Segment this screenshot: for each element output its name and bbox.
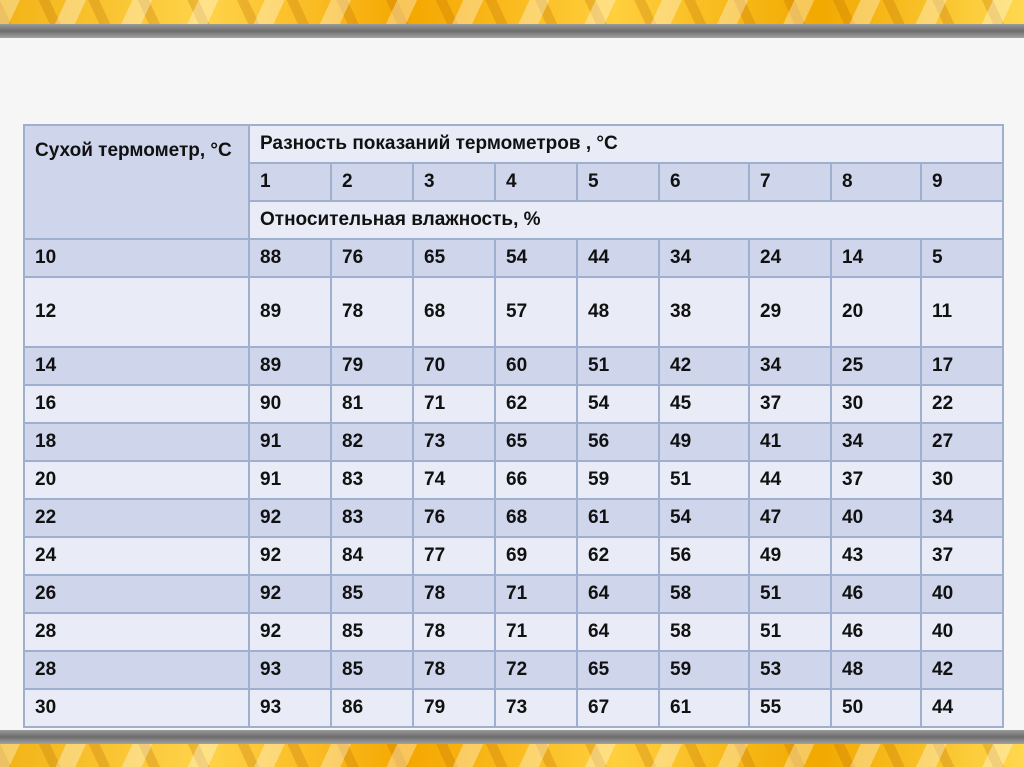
- humidity-value-cell: 81: [331, 385, 413, 423]
- humidity-value-cell: 67: [577, 689, 659, 727]
- humidity-value-cell: 86: [331, 689, 413, 727]
- humidity-value-cell: 64: [577, 613, 659, 651]
- humidity-value-cell: 17: [921, 347, 1003, 385]
- humidity-value-cell: 49: [659, 423, 749, 461]
- humidity-value-cell: 84: [331, 537, 413, 575]
- humidity-value-cell: 93: [249, 689, 331, 727]
- humidity-value-cell: 38: [659, 277, 749, 347]
- humidity-value-cell: 79: [331, 347, 413, 385]
- humidity-value-cell: 66: [495, 461, 577, 499]
- humidity-value-cell: 48: [577, 277, 659, 347]
- dry-temperature-cell: 20: [24, 461, 249, 499]
- humidity-value-cell: 70: [413, 347, 495, 385]
- humidity-value-cell: 73: [413, 423, 495, 461]
- humidity-value-cell: 34: [921, 499, 1003, 537]
- slide-area: [0, 38, 1024, 730]
- dry-temperature-cell: 10: [24, 239, 249, 277]
- decorative-bottom-band: [0, 744, 1024, 767]
- humidity-value-cell: 5: [921, 239, 1003, 277]
- humidity-value-cell: 44: [921, 689, 1003, 727]
- humidity-value-cell: 37: [921, 537, 1003, 575]
- humidity-value-cell: 78: [413, 575, 495, 613]
- dry-temperature-cell: 28: [24, 651, 249, 689]
- humidity-value-cell: 56: [577, 423, 659, 461]
- humidity-value-cell: 51: [659, 461, 749, 499]
- humidity-value-cell: 42: [921, 651, 1003, 689]
- humidity-value-cell: 44: [749, 461, 831, 499]
- humidity-value-cell: 57: [495, 277, 577, 347]
- humidity-value-cell: 41: [749, 423, 831, 461]
- difference-value-cell: 7: [749, 163, 831, 201]
- humidity-value-cell: 71: [495, 613, 577, 651]
- humidity-value-cell: 55: [749, 689, 831, 727]
- humidity-value-cell: 14: [831, 239, 921, 277]
- humidity-value-cell: 61: [577, 499, 659, 537]
- dry-temperature-cell: 26: [24, 575, 249, 613]
- difference-value-cell: 1: [249, 163, 331, 201]
- humidity-value-cell: 65: [413, 239, 495, 277]
- dry-temperature-cell: 22: [24, 499, 249, 537]
- table-row: [24, 499, 1003, 537]
- table-row: [24, 347, 1003, 385]
- humidity-table: [23, 124, 1004, 728]
- humidity-value-cell: 79: [413, 689, 495, 727]
- dry-temperature-cell: 12: [24, 277, 249, 347]
- humidity-value-cell: 78: [413, 651, 495, 689]
- humidity-value-cell: 71: [413, 385, 495, 423]
- humidity-value-cell: 24: [749, 239, 831, 277]
- dry-temperature-cell: 14: [24, 347, 249, 385]
- humidity-value-cell: 50: [831, 689, 921, 727]
- humidity-value-cell: 62: [495, 385, 577, 423]
- table-row: [24, 575, 1003, 613]
- humidity-value-cell: 11: [921, 277, 1003, 347]
- humidity-value-cell: 30: [921, 461, 1003, 499]
- difference-header: Разность показаний термометров , °С: [249, 125, 1003, 163]
- humidity-value-cell: 51: [749, 613, 831, 651]
- humidity-value-cell: 40: [831, 499, 921, 537]
- humidity-value-cell: 59: [577, 461, 659, 499]
- dry-temperature-cell: 28: [24, 613, 249, 651]
- corner-header: Сухой термометр, °С: [24, 125, 249, 239]
- humidity-value-cell: 69: [495, 537, 577, 575]
- humidity-value-cell: 40: [921, 613, 1003, 651]
- humidity-value-cell: 92: [249, 613, 331, 651]
- humidity-value-cell: 54: [659, 499, 749, 537]
- humidity-value-cell: 54: [495, 239, 577, 277]
- humidity-value-cell: 92: [249, 499, 331, 537]
- difference-value-cell: 2: [331, 163, 413, 201]
- humidity-value-cell: 65: [495, 423, 577, 461]
- humidity-value-cell: 25: [831, 347, 921, 385]
- difference-value-cell: 4: [495, 163, 577, 201]
- humidity-value-cell: 58: [659, 575, 749, 613]
- humidity-value-cell: 37: [749, 385, 831, 423]
- humidity-value-cell: 91: [249, 461, 331, 499]
- humidity-value-cell: 74: [413, 461, 495, 499]
- humidity-value-cell: 72: [495, 651, 577, 689]
- humidity-value-cell: 92: [249, 537, 331, 575]
- dry-temperature-cell: 24: [24, 537, 249, 575]
- humidity-value-cell: 82: [331, 423, 413, 461]
- humidity-value-cell: 68: [413, 277, 495, 347]
- humidity-value-cell: 34: [749, 347, 831, 385]
- humidity-value-cell: 58: [659, 613, 749, 651]
- table-row: [24, 537, 1003, 575]
- humidity-value-cell: 85: [331, 613, 413, 651]
- humidity-value-cell: 76: [331, 239, 413, 277]
- humidity-value-cell: 37: [831, 461, 921, 499]
- humidity-value-cell: 46: [831, 613, 921, 651]
- difference-value-cell: 5: [577, 163, 659, 201]
- humidity-value-cell: 68: [495, 499, 577, 537]
- difference-value-cell: 9: [921, 163, 1003, 201]
- humidity-value-cell: 85: [331, 651, 413, 689]
- table-row: [24, 651, 1003, 689]
- humidity-value-cell: 27: [921, 423, 1003, 461]
- humidity-value-cell: 47: [749, 499, 831, 537]
- humidity-value-cell: 78: [331, 277, 413, 347]
- humidity-value-cell: 91: [249, 423, 331, 461]
- humidity-value-cell: 53: [749, 651, 831, 689]
- humidity-value-cell: 89: [249, 347, 331, 385]
- humidity-value-cell: 90: [249, 385, 331, 423]
- decorative-top-band: [0, 0, 1024, 24]
- humidity-value-cell: 44: [577, 239, 659, 277]
- humidity-value-cell: 64: [577, 575, 659, 613]
- table-row: [24, 423, 1003, 461]
- dry-temperature-cell: 30: [24, 689, 249, 727]
- humidity-value-cell: 46: [831, 575, 921, 613]
- humidity-value-cell: 93: [249, 651, 331, 689]
- humidity-value-cell: 43: [831, 537, 921, 575]
- humidity-value-cell: 56: [659, 537, 749, 575]
- humidity-value-cell: 45: [659, 385, 749, 423]
- table-row: [24, 277, 1003, 347]
- table-row: [24, 689, 1003, 727]
- humidity-header: Относительная влажность, %: [249, 201, 1003, 239]
- humidity-value-cell: 30: [831, 385, 921, 423]
- top-rail: [0, 24, 1024, 38]
- bottom-rail: [0, 730, 1024, 744]
- table-row: [24, 461, 1003, 499]
- humidity-value-cell: 83: [331, 499, 413, 537]
- humidity-value-cell: 88: [249, 239, 331, 277]
- humidity-value-cell: 48: [831, 651, 921, 689]
- humidity-value-cell: 77: [413, 537, 495, 575]
- difference-value-cell: 6: [659, 163, 749, 201]
- humidity-value-cell: 62: [577, 537, 659, 575]
- table-row: [24, 613, 1003, 651]
- humidity-value-cell: 71: [495, 575, 577, 613]
- humidity-value-cell: 65: [577, 651, 659, 689]
- humidity-value-cell: 78: [413, 613, 495, 651]
- humidity-value-cell: 85: [331, 575, 413, 613]
- table-row: [24, 385, 1003, 423]
- table-row: [24, 239, 1003, 277]
- humidity-value-cell: 40: [921, 575, 1003, 613]
- difference-value-cell: 8: [831, 163, 921, 201]
- dry-temperature-cell: 18: [24, 423, 249, 461]
- humidity-value-cell: 51: [749, 575, 831, 613]
- humidity-value-cell: 51: [577, 347, 659, 385]
- humidity-value-cell: 76: [413, 499, 495, 537]
- humidity-value-cell: 34: [831, 423, 921, 461]
- humidity-value-cell: 49: [749, 537, 831, 575]
- humidity-value-cell: 59: [659, 651, 749, 689]
- humidity-value-cell: 92: [249, 575, 331, 613]
- humidity-value-cell: 73: [495, 689, 577, 727]
- humidity-value-cell: 54: [577, 385, 659, 423]
- humidity-value-cell: 22: [921, 385, 1003, 423]
- humidity-value-cell: 60: [495, 347, 577, 385]
- humidity-value-cell: 20: [831, 277, 921, 347]
- humidity-value-cell: 34: [659, 239, 749, 277]
- humidity-value-cell: 29: [749, 277, 831, 347]
- humidity-value-cell: 83: [331, 461, 413, 499]
- dry-temperature-cell: 16: [24, 385, 249, 423]
- humidity-value-cell: 61: [659, 689, 749, 727]
- difference-value-cell: 3: [413, 163, 495, 201]
- humidity-value-cell: 89: [249, 277, 331, 347]
- humidity-value-cell: 42: [659, 347, 749, 385]
